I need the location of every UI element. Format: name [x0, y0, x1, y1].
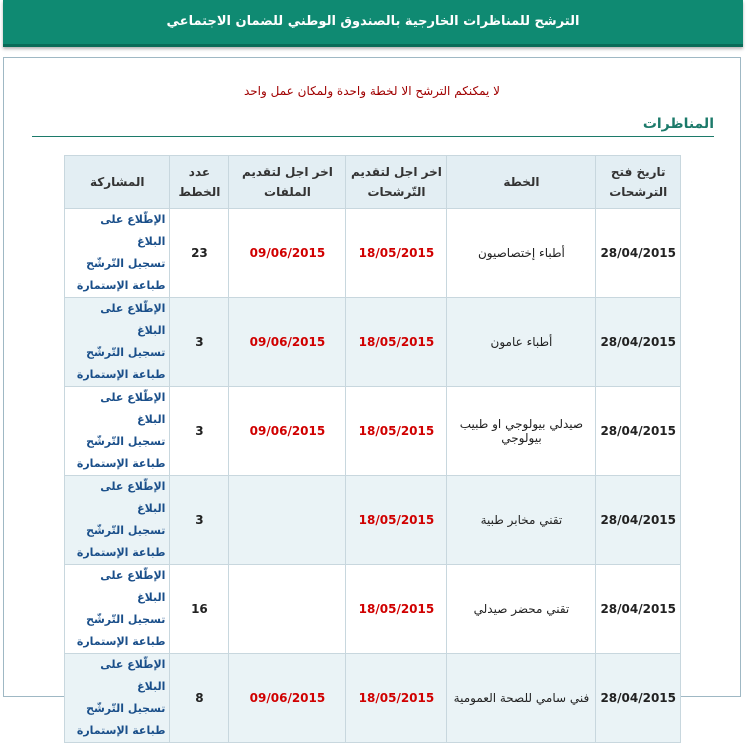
count-cell: 8 — [170, 654, 229, 743]
participation-cell — [65, 476, 170, 565]
open-date-cell: 28/04/2015 — [596, 209, 681, 298]
count-cell: 3 — [170, 387, 229, 476]
participation-cell — [65, 654, 170, 743]
count-cell: 23 — [170, 209, 229, 298]
register-candidacy-link[interactable]: تسجيل التّرشّح — [86, 524, 166, 537]
print-form-link[interactable]: طباعة الإستمارة — [76, 457, 166, 470]
deadline-candidacy-cell: 18/05/2015 — [346, 387, 447, 476]
open-date-cell: 28/04/2015 — [596, 565, 681, 654]
section-title: المناظرات — [642, 116, 714, 132]
open-date-cell: 28/04/2015 — [596, 476, 681, 565]
deadline-files-cell: 09/06/2015 — [229, 209, 346, 298]
plan-cell: تقني محضر صيدلي — [447, 565, 596, 654]
deadline-candidacy-cell: 18/05/2015 — [346, 298, 447, 387]
view-announcement-link[interactable]: الإطّلاع على البلاغ — [100, 213, 166, 248]
plan-cell: فني سامي للصحة العمومية — [447, 654, 596, 743]
count-cell: 16 — [170, 565, 229, 654]
count-cell: 3 — [170, 476, 229, 565]
print-form-link[interactable]: طباعة الإستمارة — [76, 368, 166, 381]
participation-cell — [65, 565, 170, 654]
col-deadline-files: اخر اجل لتقديم الملفات — [229, 156, 346, 209]
register-candidacy-link[interactable]: تسجيل التّرشّح — [86, 257, 166, 270]
register-candidacy-link[interactable]: تسجيل التّرشّح — [86, 702, 166, 715]
competitions-table — [64, 155, 681, 743]
deadline-files-cell: 09/06/2015 — [229, 298, 346, 387]
print-form-link[interactable]: طباعة الإستمارة — [76, 635, 166, 648]
open-date-cell: 28/04/2015 — [596, 387, 681, 476]
plan-cell: صيدلي بيولوجي او طبيب بيولوجي — [447, 387, 596, 476]
content-panel — [3, 57, 741, 737]
page-title: الترشح للمناظرات الخارجية بالصندوق الوطني للضمان الاجتماعي — [166, 14, 580, 29]
page-header — [3, 0, 743, 47]
print-form-link[interactable]: طباعة الإستمارة — [76, 546, 166, 559]
register-candidacy-link[interactable]: تسجيل التّرشّح — [86, 346, 166, 359]
deadline-candidacy-cell: 18/05/2015 — [346, 209, 447, 298]
deadline-files-cell — [229, 476, 346, 565]
plan-cell: تقني مخابر طبية — [447, 476, 596, 565]
section-divider — [32, 136, 714, 137]
deadline-candidacy-cell: 18/05/2015 — [346, 476, 447, 565]
deadline-candidacy-cell: 18/05/2015 — [346, 654, 447, 743]
plan-cell: أطباء إختصاصيون — [447, 209, 596, 298]
table-row — [65, 654, 681, 743]
view-announcement-link[interactable]: الإطّلاع على البلاغ — [100, 302, 166, 337]
table-row — [65, 565, 681, 654]
view-announcement-link[interactable]: الإطّلاع على البلاغ — [100, 480, 166, 515]
open-date-cell: 28/04/2015 — [596, 654, 681, 743]
table-row — [65, 209, 681, 298]
participation-cell — [65, 387, 170, 476]
open-date-cell: 28/04/2015 — [596, 298, 681, 387]
table-body — [65, 209, 681, 743]
participation-cell — [65, 209, 170, 298]
view-announcement-link[interactable]: الإطّلاع على البلاغ — [100, 658, 166, 693]
view-announcement-link[interactable]: الإطّلاع على البلاغ — [100, 391, 166, 426]
view-announcement-link[interactable]: الإطّلاع على البلاغ — [100, 569, 166, 604]
deadline-files-cell: 09/06/2015 — [229, 387, 346, 476]
participation-cell — [65, 298, 170, 387]
table-row — [65, 298, 681, 387]
deadline-candidacy-cell: 18/05/2015 — [346, 565, 447, 654]
eligibility-notice: لا يمكنكم الترشح الا لخطة واحدة ولمكان عمل واحد — [243, 84, 501, 98]
register-candidacy-link[interactable]: تسجيل التّرشّح — [86, 435, 166, 448]
col-count: عدد الخطط — [170, 156, 229, 209]
register-candidacy-link[interactable]: تسجيل التّرشّح — [86, 613, 166, 626]
deadline-files-cell: 09/06/2015 — [229, 654, 346, 743]
deadline-files-cell — [229, 565, 346, 654]
col-participation: المشاركة — [65, 156, 170, 209]
table-row — [65, 387, 681, 476]
print-form-link[interactable]: طباعة الإستمارة — [76, 279, 166, 292]
col-plan: الخطة — [447, 156, 596, 209]
print-form-link[interactable]: طباعة الإستمارة — [76, 724, 166, 737]
table-header-row — [65, 156, 681, 209]
col-deadline-candidacy: اخر اجل لتقديم التّرشحات — [346, 156, 447, 209]
plan-cell: أطباء عامون — [447, 298, 596, 387]
count-cell: 3 — [170, 298, 229, 387]
col-open-date: تاريخ فتح الترشحات — [596, 156, 681, 209]
table-row — [65, 476, 681, 565]
